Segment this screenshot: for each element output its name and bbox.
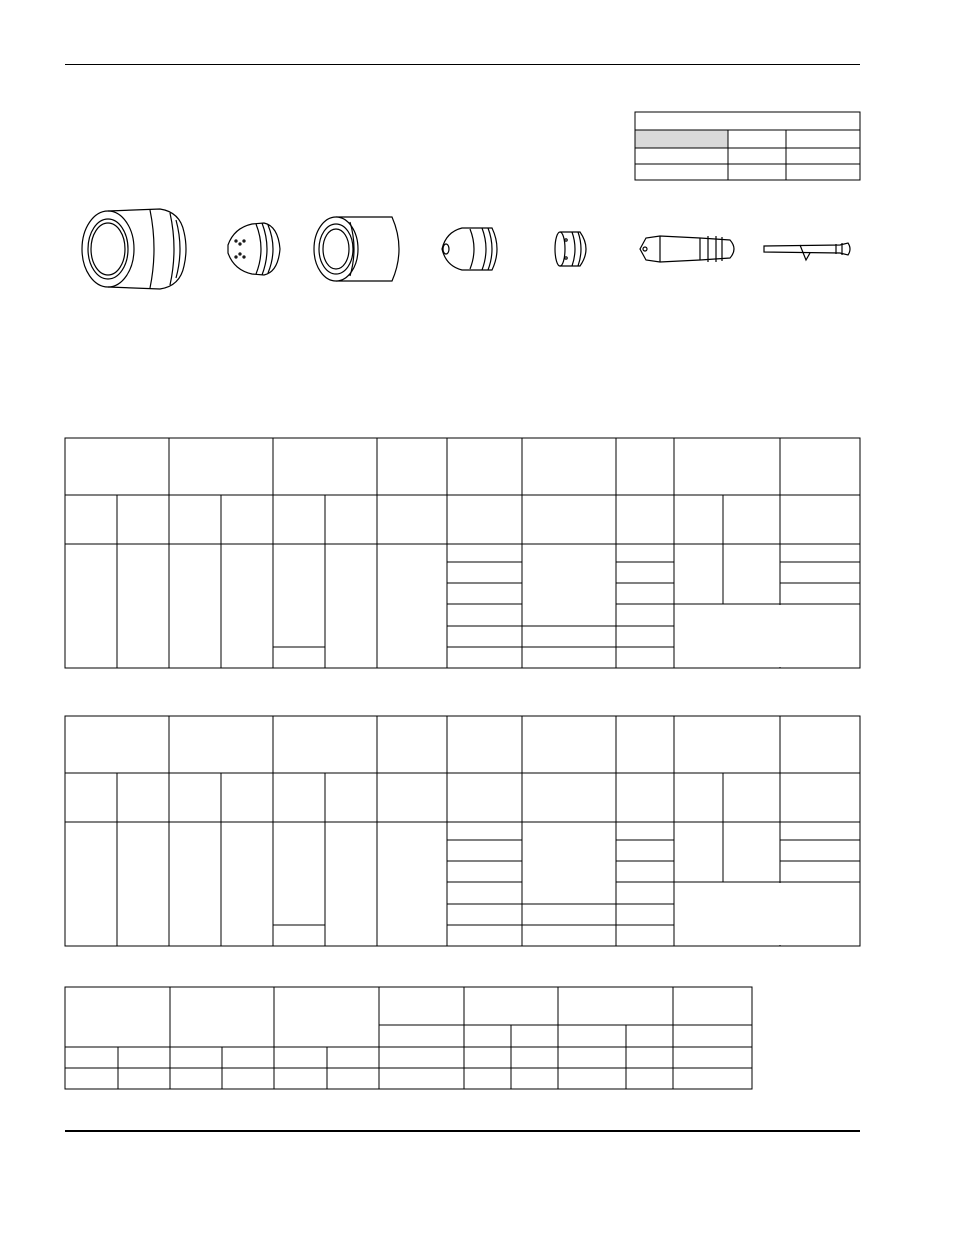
- cut-chart-table-1: [65, 438, 860, 668]
- header-rule: [65, 64, 860, 65]
- merged-cell: [675, 883, 859, 945]
- cut-chart-table-2: [65, 716, 860, 946]
- legend-header-cell: [635, 130, 728, 148]
- consumables-diagram: [0, 195, 954, 305]
- merged-cell: [675, 605, 859, 667]
- nozzle-retaining-cap-icon: [228, 223, 280, 275]
- water-tube-icon: [764, 243, 850, 260]
- swirl-ring-icon: [555, 232, 586, 266]
- retaining-cap-icon: [314, 217, 399, 281]
- electrode-icon: [640, 236, 734, 262]
- cut-chart-table-3: [65, 987, 752, 1089]
- legend-table: [635, 112, 860, 180]
- nozzle-icon: [442, 228, 497, 270]
- shield-icon: [82, 209, 186, 289]
- footer-rule: [65, 1130, 860, 1132]
